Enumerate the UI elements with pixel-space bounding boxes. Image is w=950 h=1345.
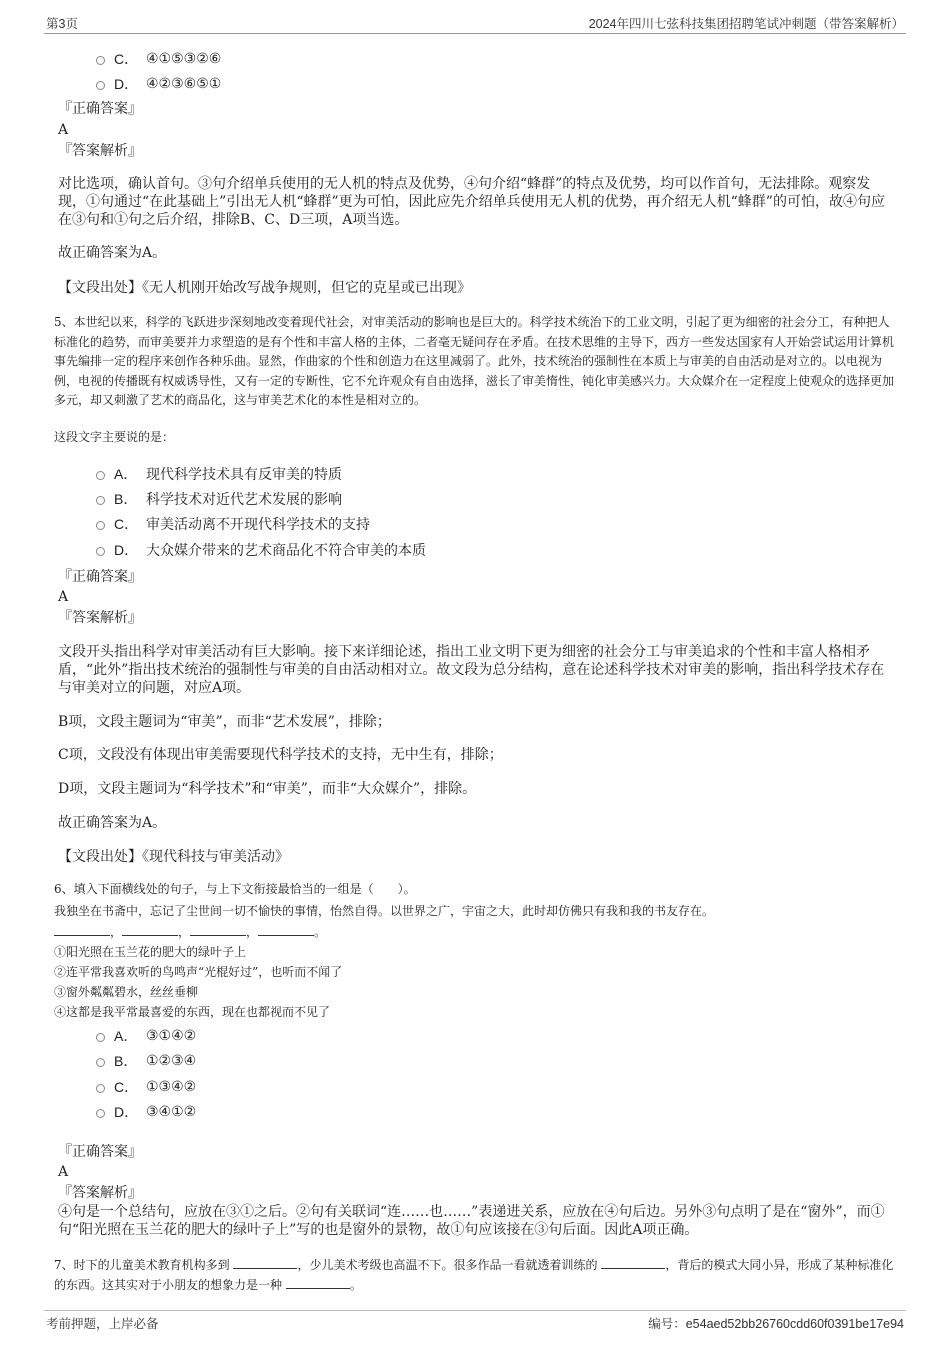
blank xyxy=(601,1256,665,1269)
option-d[interactable]: D． ③④①② xyxy=(96,1102,196,1122)
conclusion: 故正确答案为A。 xyxy=(58,815,167,831)
answer-label: 『正确答案』 xyxy=(58,1144,142,1160)
footer-slogan: 考前押题，上岸必备 xyxy=(46,1317,159,1331)
question-text: 7、时下的儿童美术教育机构多到 ，少儿美术考级也高温不下。很多作品一看就透着训练的 ，背后的模式大同小异，形成了某种标准化的东西。这其实对于小朋友的想象力是一种 。 xyxy=(54,1258,894,1292)
blank xyxy=(258,923,314,936)
sentence-item-3: ③窗外粼粼碧水，丝丝垂柳 xyxy=(54,985,199,999)
radio-icon[interactable] xyxy=(96,56,105,65)
blank xyxy=(233,1256,297,1269)
header-divider xyxy=(44,33,906,34)
option-text: ①②③④ xyxy=(146,1053,197,1069)
option-c[interactable]: C． ①③④② xyxy=(96,1077,196,1097)
sentence-item-4: ④这都是我平常最喜爱的东西，现在也都视而不见了 xyxy=(54,1005,331,1019)
option-text: ③④①② xyxy=(146,1104,197,1120)
question-passage: 我独坐在书斋中，忘记了尘世间一切不愉快的事情，怡然自得。以世界之广，宇宙之大，此时却仿佛只有我和我的书友存在。 xyxy=(54,904,715,918)
option-d[interactable]: D． 大众媒介带来的艺术商品化不符合审美的本质 xyxy=(96,540,426,560)
answer-value: A xyxy=(58,122,69,138)
radio-icon[interactable] xyxy=(96,81,105,90)
sentence-item-2: ②连平常我喜欢听的鸟鸣声“光棍好过”，也听而不闻了 xyxy=(54,965,343,979)
option-text: ③①④② xyxy=(146,1028,197,1044)
radio-icon[interactable] xyxy=(96,547,105,556)
conclusion: 故正确答案为A。 xyxy=(58,245,167,261)
analysis-text: 文段开头指出科学对审美活动有巨大影响。接下来详细论述，指出工业文明下更为细密的社会分工与审美追求的个性和丰富人格相矛盾，“此外”指出技术统治的强制性与审美的自由活动相对立。故文段为总分结构，意在论述科学技术对审美的影响，指出科学技术存在与审美对立的问题，对应A项。 xyxy=(58,644,885,696)
radio-icon[interactable] xyxy=(96,1084,105,1093)
answer-label: 『正确答案』 xyxy=(58,101,142,117)
option-text: 科学技术对近代艺术发展的影响 xyxy=(146,492,342,508)
footer-divider xyxy=(44,1310,906,1311)
analysis-label: 『答案解析』 xyxy=(58,143,142,159)
analysis-label: 『答案解析』 xyxy=(58,1185,142,1201)
page-number: 第3页 xyxy=(46,17,78,31)
option-text: 现代科学技术具有反审美的特质 xyxy=(146,467,342,483)
option-text: 审美活动离不开现代科学技术的支持 xyxy=(146,517,370,533)
option-b-note: B项，文段主题词为“审美”，而非“艺术发展”，排除； xyxy=(58,714,391,730)
blank-line: ， ， ， 。 xyxy=(54,923,896,943)
question-text: 5、本世纪以来，科学的飞跃进步深刻地改变着现代社会，对审美活动的影响也是巨大的。科学技术统治下的工业文明，引起了更为细密的社会分工，有种把人标准化的趋势，而审美要并力求塑造的是有个性和丰富人格的主体，二者毫无疑问存在矛盾。在技术思维的主导下，西方一些发达国家有人开始尝试运用计算机事先编排一定的程序来创作各种乐曲。显然，作曲家的个性和创造力在这里减弱了。此外，技术统治的强制性在本质上与审美的自由活动是对立的。以电视为例，电视的传播既有权威诱导性，又有一定的专断性，它不允许观众有自由选择，滋长了审美惰性，钝化审美感兴力。大众媒介在一定程度上使观众的选择更加多元，却又刺激了艺术的商品化，这与审美艺术化的本性是相对立的。 xyxy=(54,315,895,407)
radio-icon[interactable] xyxy=(96,1033,105,1042)
radio-icon[interactable] xyxy=(96,471,105,480)
answer-value: A xyxy=(58,589,69,605)
question-text: 6、填入下面横线处的句子，与上下文衔接最恰当的一组是（ ）。 xyxy=(54,882,416,896)
option-d-note: D项，文段主题词为“科学技术”和“审美”，而非“大众媒介”，排除。 xyxy=(58,781,477,797)
radio-icon[interactable] xyxy=(96,1109,105,1118)
analysis-text: 对比选项，确认首句。③句介绍单兵使用的无人机的特点及优势，④句介绍“蜂群”的特点及优势，均可以作首句，无法排除。观察发现，①句通过“在此基础上”引出无人机“蜂群”更为可怕，因此应先介绍单兵使用无人机的优势，再介绍无人机“蜂群”的可怕，故④句应在③句和①句之后介绍，排除B、C、D三项，A项当选。 xyxy=(58,176,885,228)
document-title: 2024年四川七弦科技集团招聘笔试冲刺题（带答案解析） xyxy=(588,17,904,31)
option-b[interactable]: B． ①②③④ xyxy=(96,1051,196,1071)
blank xyxy=(122,923,178,936)
blank xyxy=(286,1276,350,1289)
analysis-label: 『答案解析』 xyxy=(58,610,142,626)
blank xyxy=(54,923,110,936)
source-citation: 【文段出处】《现代科技与审美活动》 xyxy=(58,849,289,865)
sentence-item-1: ①阳光照在玉兰花的肥大的绿叶子上 xyxy=(54,945,247,959)
question-prompt: 这段文字主要说的是： xyxy=(54,430,175,444)
option-c[interactable]: C． 审美活动离不开现代科学技术的支持 xyxy=(96,514,370,534)
answer-value: A xyxy=(58,1164,69,1180)
option-text: ①③④② xyxy=(146,1079,197,1095)
radio-icon[interactable] xyxy=(96,496,105,505)
option-d[interactable]: D． ④②③⑥⑤① xyxy=(96,74,221,94)
option-a[interactable]: A． ③①④② xyxy=(96,1026,196,1046)
blank xyxy=(190,923,246,936)
radio-icon[interactable] xyxy=(96,1058,105,1067)
option-c[interactable]: C． ④①⑤③②⑥ xyxy=(96,49,221,69)
option-b[interactable]: B． 科学技术对近代艺术发展的影响 xyxy=(96,489,342,509)
option-text: 大众媒介带来的艺术商品化不符合审美的本质 xyxy=(146,543,426,559)
radio-icon[interactable] xyxy=(96,521,105,530)
answer-label: 『正确答案』 xyxy=(58,569,142,585)
source-citation: 【文段出处】《无人机刚开始改写战争规则，但它的克星或已出现》 xyxy=(58,280,471,296)
option-text: ④①⑤③②⑥ xyxy=(146,51,222,67)
option-text: ④②③⑥⑤① xyxy=(146,76,222,92)
analysis-text: ④句是一个总结句，应放在③①之后。②句有关联词“连……也……”表递进关系，应放在④句后边。另外③句点明了是在“窗外”，而①句“阳光照在玉兰花的肥大的绿叶子上”写的也是窗外的景物，故①句应该接在③句后面。因此A项正确。 xyxy=(58,1204,885,1238)
document-id: 编号：e54aed52bb26760cdd60f0391be17e94 xyxy=(648,1317,904,1331)
option-c-note: C项，文段没有体现出审美需要现代科学技术的支持，无中生有，排除； xyxy=(58,747,503,763)
option-a[interactable]: A． 现代科学技术具有反审美的特质 xyxy=(96,464,342,484)
